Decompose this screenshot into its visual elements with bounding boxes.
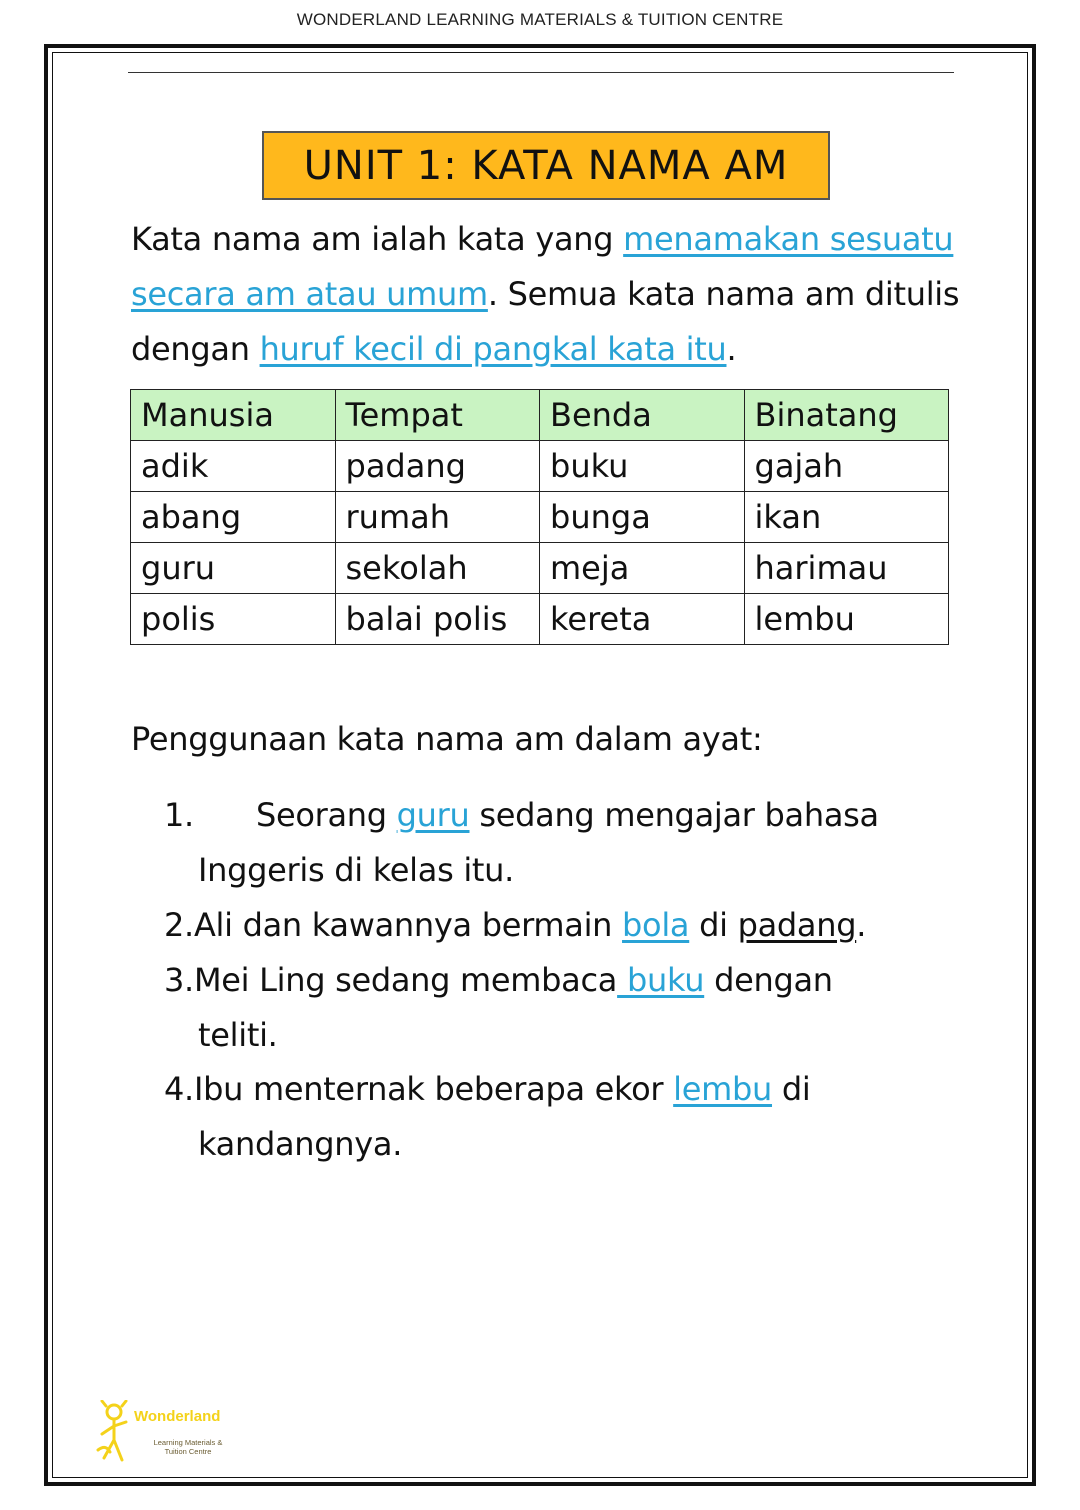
table-cell: ikan <box>744 492 949 543</box>
table-cell: abang <box>131 492 336 543</box>
example-sentence-3-continued: teliti. <box>198 1016 278 1054</box>
table-cell: rumah <box>335 492 540 543</box>
table-cell: guru <box>131 543 336 594</box>
table-cell: meja <box>540 543 745 594</box>
sentence-text: Mei Ling sedang membaca <box>193 961 618 999</box>
sentence-highlight: lembu <box>673 1070 773 1108</box>
sentence-text: dengan <box>704 961 833 999</box>
definition-highlight: huruf kecil di pangkal kata itu <box>259 330 727 368</box>
example-sentence-2 <box>164 898 924 953</box>
table-cell: bunga <box>540 492 745 543</box>
logo-subtitle-line: Learning Materials & <box>153 1438 223 1447</box>
table-cell: kereta <box>540 594 745 645</box>
table-cell: balai polis <box>335 594 540 645</box>
mascot-icon <box>98 1401 126 1460</box>
table-cell: harimau <box>744 543 949 594</box>
definition-text: Kata nama am ialah kata yang <box>131 220 624 258</box>
sentence-number: 1. <box>164 796 194 834</box>
example-sentence-4 <box>164 1062 924 1117</box>
table-row <box>131 543 949 594</box>
header-cell: Tempat <box>335 390 540 441</box>
table-cell: sekolah <box>335 543 540 594</box>
sentence-text: Ali dan kawannya bermain <box>193 906 623 944</box>
sentence-number: 4. <box>164 1070 194 1108</box>
table-cell: adik <box>131 441 336 492</box>
header-cell: Benda <box>540 390 745 441</box>
table-cell: padang <box>335 441 540 492</box>
top-divider <box>128 72 954 73</box>
sentence-text: di <box>772 1070 811 1108</box>
example-sentence-4-continued: kandangnya. <box>198 1125 403 1163</box>
sentence-text: . <box>856 906 867 944</box>
sentence-text: sedang mengajar bahasa <box>469 796 879 834</box>
sentence-highlight: guru <box>396 796 470 834</box>
definition-paragraph <box>131 212 961 377</box>
table-row <box>131 594 949 645</box>
example-sentence-3 <box>164 953 924 1008</box>
table-cell: gajah <box>744 441 949 492</box>
unit-title: UNIT 1: KATA NAMA AM <box>262 131 830 200</box>
sentence-text: di <box>689 906 738 944</box>
sentence-text: Ibu menternak beberapa ekor <box>193 1070 674 1108</box>
table-row <box>131 441 949 492</box>
sentence-number: 2. <box>164 906 194 944</box>
usage-heading: Penggunaan kata nama am dalam ayat: <box>131 720 763 758</box>
example-sentence-1 <box>164 788 924 843</box>
logo-subtitle-line: Tuition Centre <box>164 1447 212 1456</box>
table-cell: lembu <box>744 594 949 645</box>
header-centre-name: WONDERLAND LEARNING MATERIALS & TUITION CENTRE <box>296 10 784 29</box>
sentence-highlight: bola <box>622 906 690 944</box>
sentence-highlight: buku <box>617 961 705 999</box>
table-cell: polis <box>131 594 336 645</box>
table-header-row <box>131 390 949 441</box>
table-row <box>131 492 949 543</box>
header-cell: Binatang <box>744 390 949 441</box>
definition-highlight: menamakan sesuatu secara am atau umum <box>131 220 954 313</box>
table-cell: buku <box>540 441 745 492</box>
sentence-text: Seorang <box>255 796 397 834</box>
definition-text: . <box>726 330 737 368</box>
example-sentence-1-continued: Inggeris di kelas itu. <box>198 851 515 889</box>
definition-text: . Semua kata nama am ditulis dengan <box>131 275 960 368</box>
logo-name: Wonderland <box>134 1408 221 1425</box>
sentence-underline: padang <box>737 906 857 944</box>
logo-subtitle <box>140 1438 236 1456</box>
header-cell: Manusia <box>131 390 336 441</box>
sentence-number: 3. <box>164 961 194 999</box>
noun-category-table <box>130 389 949 645</box>
